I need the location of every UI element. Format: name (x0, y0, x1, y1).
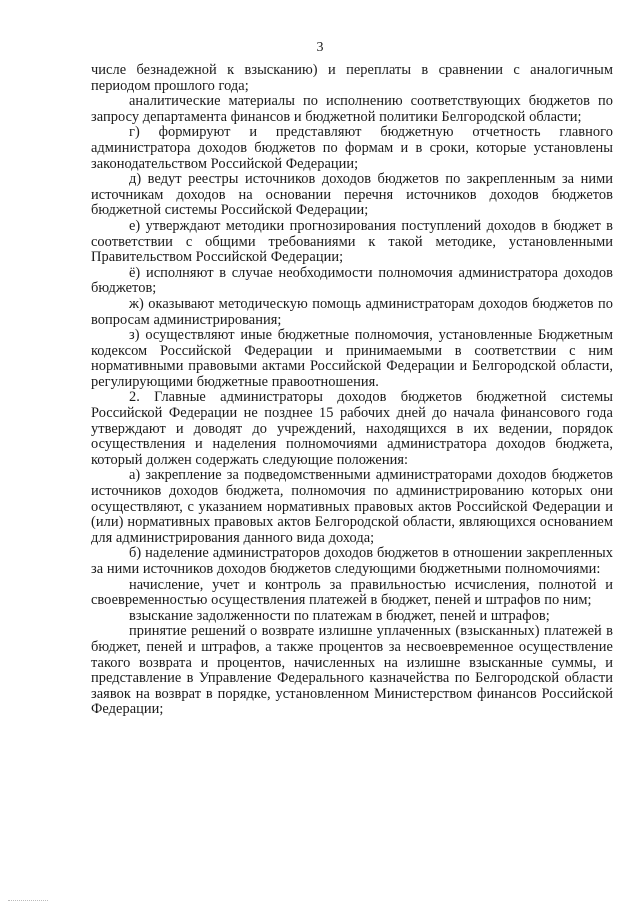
paragraph-item-z: з) осуществляют иные бюджетные полномочия, установленные Бюджетным кодексом Российской Федерации и принимаемыми в соответствии с ним нормативными правовыми актами Российской Федерации и Белгородской области, регулирующими бюджетные правоотношения. (91, 327, 613, 390)
paragraph-analytics: аналитические материалы по исполнению соответствующих бюджетов по запросу департамента финансов и бюджетной политики Белгородской области; (91, 93, 613, 125)
paragraph-item-yo: ё) исполняют в случае необходимости полномочия администратора доходов бюджетов; (91, 264, 613, 297)
paragraph-item-zh: ж) оказывают методическую помощь администраторам доходов бюджетов по вопросам администрирования; (91, 295, 613, 328)
paragraph-item-g: г) формируют и представляют бюджетную отчетность главного администратора доходов бюджетов по формам и в сроки, которые установлены законодательством Российской Федерации; (91, 124, 613, 172)
paragraph-collection: взыскание задолженности по платежам в бюджет, пеней и штрафов; (129, 607, 550, 624)
paragraph-item-e: е) утверждают методики прогнозирования поступлений доходов в бюджет в соответствии с общими требованиями к такой методике, установленными Правительством Российской Федерации; (91, 217, 613, 266)
paragraph-section-2: 2. Главные администраторы доходов бюджетов бюджетной системы Российской Федерации не позднее 15 рабочих дней до начала финансового года утверждают и доводят до учреждений, находящихся в их ведении, порядок осуществления и наделения полномочиями администратора доходов бюджета, который должен содержать следующие положения: (91, 389, 613, 468)
paragraph-continuation: числе безнадежной к взысканию) и переплаты в сравнении с аналогичным периодом прошлого года; (91, 62, 613, 94)
paragraph-accrual: начисление, учет и контроль за правильностью исчисления, полнотой и своевременностью осуществления платежей в бюджет, пеней и штрафов по ним; (91, 576, 613, 609)
paragraph-item-d: д) ведут реестры источников доходов бюджетов по закрепленным за ними источникам доходов на основании перечня источников доходов бюджетов бюджетной системы Российской Федерации; (91, 171, 613, 219)
document-body (91, 63, 613, 718)
page-number: 3 (316, 40, 324, 55)
paragraph-item-b: б) наделение администраторов доходов бюджетов в отношении закрепленных за ними источников доходов бюджетов следующими бюджетными полномочиями: (91, 545, 613, 577)
scan-edge-mark (8, 894, 48, 901)
paragraph-refund-decisions: принятие решений о возврате излишне уплаченных (взысканных) платежей в бюджет, пеней и штрафов, а также процентов за несвоевременное осуществление такого возврата и процентов, начисленных на излишне взысканные суммы, и представление в Управление Федерального казначейства по Белгородской области заявок на возврат в порядке, установленном Министерством финансов Российской Федерации; (91, 623, 613, 718)
paragraph-item-a: а) закрепление за подведомственными администраторами доходов бюджетов источников доходов бюджета, полномочия по администрированию которых они осуществляют, с указанием нормативных правовых актов Российской Федерации и (или) нормативных правовых актов Белгородской области, являющихся основанием для администрирования данного вида дохода; (91, 467, 613, 546)
